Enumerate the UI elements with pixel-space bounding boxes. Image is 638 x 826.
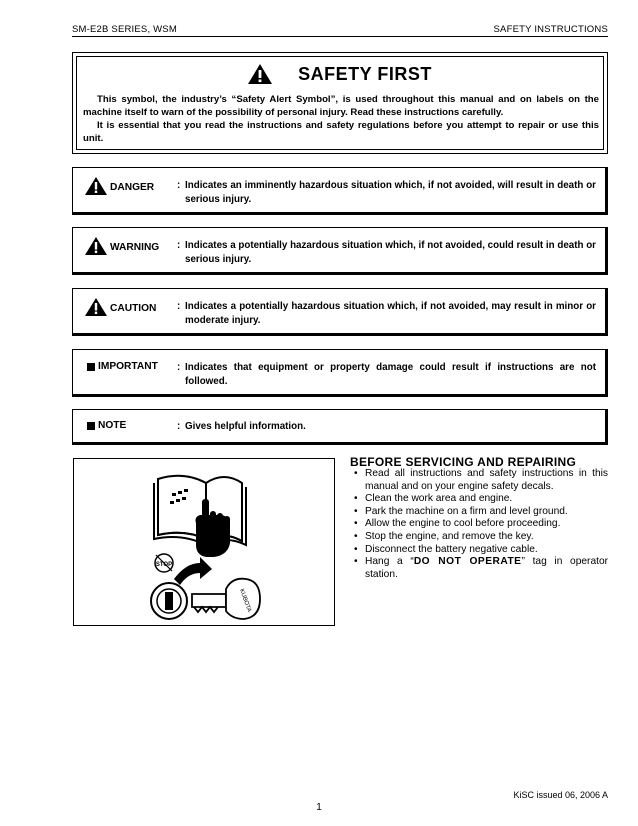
warning-label-row: [85, 237, 159, 258]
caution-definition-box: [72, 288, 608, 336]
illustration-box: [73, 458, 335, 626]
header-left: SM-E2B SERIES, WSM: [72, 24, 177, 35]
safety-first-title: SAFETY FIRST: [298, 64, 432, 84]
important-colon: :: [177, 362, 181, 373]
note-description: [177, 420, 596, 434]
safety-alert-triangle-icon: [248, 64, 272, 89]
danger-label: DANGER: [110, 182, 155, 193]
note-label-row: [85, 420, 126, 431]
safety-first-title-row: [73, 64, 607, 89]
key-text: KUBOTA: [237, 588, 252, 614]
note-colon: :: [177, 421, 181, 432]
list-item: • Park the machine on a firm and level ground.: [352, 506, 608, 519]
black-square-icon: [87, 363, 95, 371]
important-label: IMPORTANT: [98, 361, 158, 372]
safety-alert-triangle-icon: [85, 177, 107, 198]
list-item: • Stop the engine, and remove the key.: [352, 531, 608, 544]
safety-alert-triangle-icon: [85, 237, 107, 258]
warning-description: [177, 239, 596, 267]
header-rule: [72, 36, 608, 37]
key-icon: [192, 579, 260, 619]
header-right: SAFETY INSTRUCTIONS: [493, 24, 608, 35]
caution-label-row: [85, 298, 156, 319]
danger-colon: :: [177, 180, 181, 191]
note-text: Gives helpful information.: [185, 421, 306, 432]
important-definition-box: [72, 349, 608, 397]
warning-colon: :: [177, 240, 181, 251]
list-item: • Clean the work area and engine.: [352, 493, 608, 506]
list-item: • Read all instructions and safety instructions in this manual and on your engine safety decals.: [352, 468, 608, 493]
before-servicing-list: [352, 468, 608, 581]
warning-text: Indicates a potentially hazardous situation which, if not avoided, could result in death or serious injury.: [185, 240, 596, 265]
safety-first-box: [72, 52, 608, 154]
warning-label: WARNING: [110, 242, 160, 253]
danger-description: [177, 179, 596, 207]
list-item: • Allow the engine to cool before proceeding.: [352, 518, 608, 531]
danger-text: Indicates an imminently hazardous situation which, if not avoided, will result in death or serious injury.: [185, 180, 596, 205]
manual-and-key-illustration: [74, 459, 334, 625]
before-servicing-title: BEFORE SERVICING AND REPAIRING: [350, 455, 577, 469]
danger-label-row: [85, 177, 154, 198]
page-number: 1: [316, 802, 322, 813]
stop-label: STOP: [155, 562, 173, 568]
issued-note: KiSC issued 06, 2006 A: [513, 790, 608, 800]
note-label: NOTE: [98, 420, 127, 431]
list-item: • Disconnect the battery negative cable.: [352, 544, 608, 557]
caution-text: Indicates a potentially hazardous situation which, if not avoided, may result in minor or moderate injury.: [185, 301, 596, 326]
black-square-icon: [87, 422, 95, 430]
caution-colon: :: [177, 301, 181, 312]
safety-first-para-1: This symbol, the industry’s “Safety Alert Symbol”, is used throughout this manual and on labels on the machine itself to warn of the possibility of personal injury. Read these instructions carefully.: [83, 94, 599, 118]
hang-tag-suffix: ” tag in operator station.: [365, 556, 609, 580]
warning-definition-box: [72, 227, 608, 275]
safety-alert-triangle-icon: [85, 298, 107, 319]
do-not-operate-text: DO NOT OPERATE: [413, 556, 522, 568]
important-description: [177, 361, 596, 389]
safety-first-text: [83, 93, 599, 145]
note-definition-box: [72, 409, 608, 445]
caution-description: [177, 300, 596, 328]
turn-arrow-icon: [174, 557, 212, 585]
caution-label: CAUTION: [110, 303, 157, 314]
important-text: Indicates that equipment or property damage could result if instructions are not followed.: [185, 362, 596, 387]
safety-first-para-2: It is essential that you read the instructions and safety regulations before you attempt to repair or use this unit.: [83, 120, 599, 144]
list-item: [352, 556, 608, 581]
important-label-row: [85, 361, 158, 372]
hang-tag-prefix: Hang a “: [365, 556, 414, 568]
ignition-switch-icon: [151, 583, 187, 619]
stop-warning-icon: [155, 554, 173, 572]
danger-definition-box: [72, 167, 608, 215]
